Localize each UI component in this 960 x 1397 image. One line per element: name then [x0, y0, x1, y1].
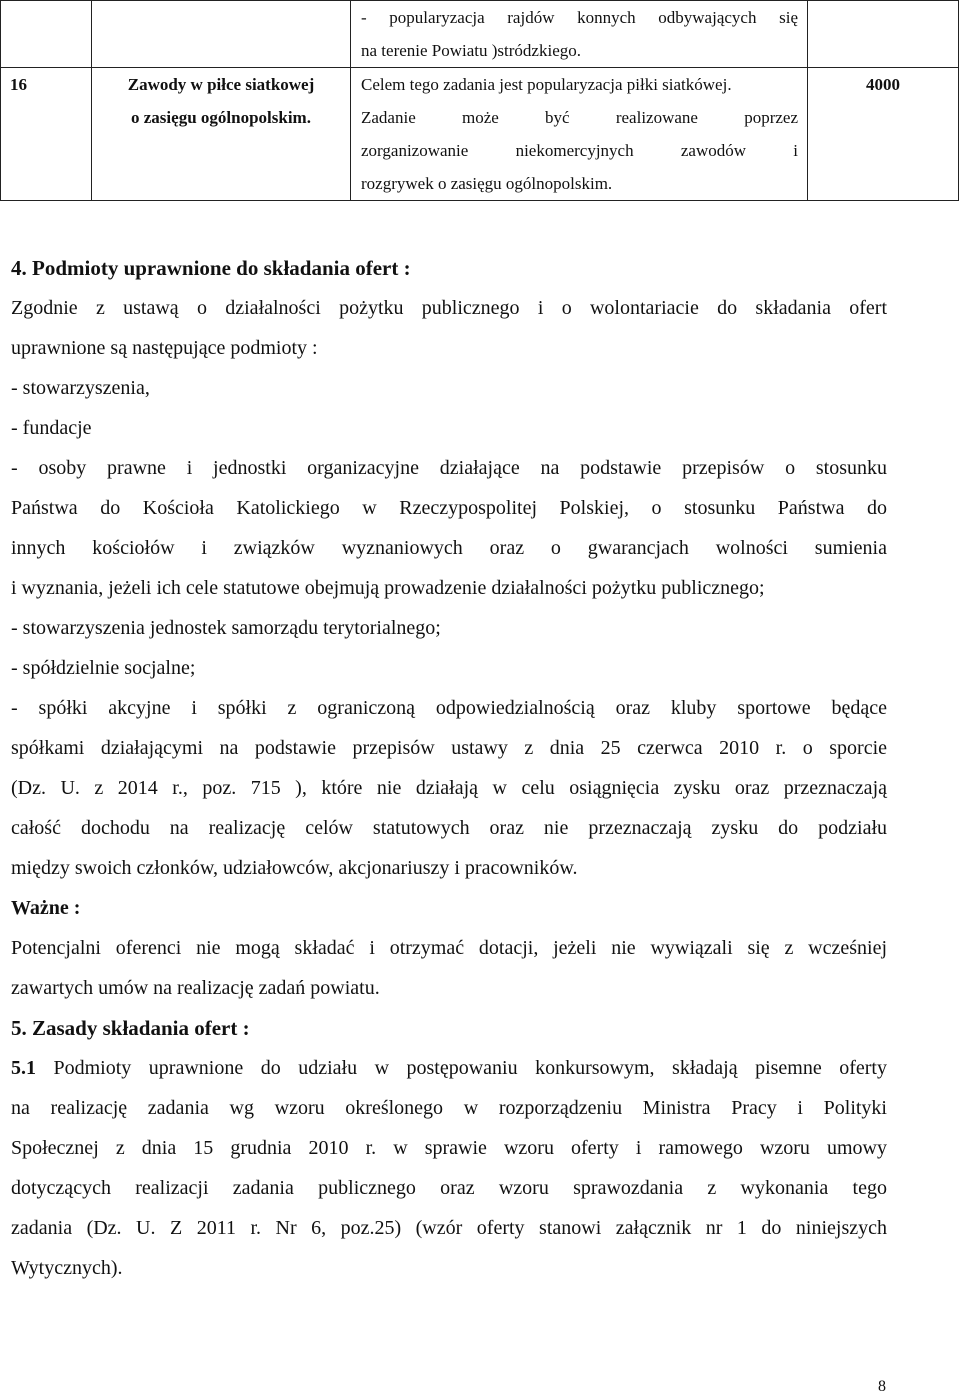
list-item: - stowarzyszenia jednostek samorządu terytorialnego; — [11, 617, 441, 639]
list-item: spółkami działającymi na podstawie przepisów ustawy z dnia 25 czerwca 2010 r. o sporcie — [11, 737, 887, 759]
list-item: - spółki akcyjne i spółki z ograniczoną odpowiedzialnością oraz kluby sportowe będące — [11, 697, 887, 719]
paragraph-line: uprawnione są następujące podmioty : — [11, 337, 318, 359]
list-item: innych kościołów i związków wyznaniowych oraz o gwarancjach wolności sumienia — [11, 537, 887, 559]
list-item: - spółdzielnie socjalne; — [11, 657, 196, 679]
list-item: i wyznania, jeżeli ich cele statutowe obejmują prowadzenie działalności pożytku publicznego; — [11, 577, 765, 599]
tasks-table — [0, 0, 959, 201]
task-name-line: o zasięgu ogólnopolskim. — [131, 108, 311, 127]
section-4-heading: 4. Podmioty uprawnione do składania ofert : — [11, 256, 411, 280]
table-cell-name — [92, 1, 351, 68]
task-name — [92, 68, 351, 201]
desc-line: Celem tego zadania jest popularyzacja piłki siatkówej. — [361, 75, 732, 94]
table-row — [1, 68, 959, 201]
paragraph-line: zawartych umów na realizację zadań powiatu. — [11, 977, 380, 999]
paragraph-number: 5.1 — [11, 1057, 36, 1079]
table-row — [1, 1, 959, 68]
table-cell-num — [1, 1, 92, 68]
table-cell-amount — [808, 1, 959, 68]
list-item: między swoich członków, udziałowców, akcjonariuszy i pracowników. — [11, 857, 578, 879]
list-item: - fundacje — [11, 417, 92, 439]
task-amount: 4000 — [808, 68, 959, 201]
paragraph-line: na realizację zadania wg wzoru określonego w rozporządzeniu Ministra Pracy i Polityki — [11, 1097, 887, 1119]
table-cell-desc — [351, 1, 808, 68]
row-number: 16 — [1, 68, 92, 201]
paragraph-line: Zgodnie z ustawą o działalności pożytku publicznego i o wolontariacie do składania ofert — [11, 297, 887, 319]
task-name-line: Zawody w piłce siatkowej — [127, 75, 315, 94]
list-item: Państwa do Kościoła Katolickiego w Rzeczypospolitej Polskiej, o stosunku Państwa do — [11, 497, 887, 519]
paragraph-line: zadania (Dz. U. Z 2011 r. Nr 6, poz.25) (wzór oferty stanowi załącznik nr 1 do niniejszych — [11, 1217, 887, 1239]
paragraph-text: Podmioty uprawnione do udziału w postępowaniu konkursowym, składają pisemne oferty — [36, 1057, 887, 1079]
list-item: - stowarzyszenia, — [11, 377, 150, 399]
desc-line: Zadanie może być realizowane poprzez — [361, 108, 798, 127]
paragraph-line — [11, 1048, 887, 1088]
important-label: Ważne : — [11, 897, 81, 919]
section-5-heading: 5. Zasady składania ofert : — [11, 1016, 250, 1040]
paragraph-line: dotyczących realizacji zadania publicznego oraz wzoru sprawozdania z wykonania tego — [11, 1177, 887, 1199]
list-item: całość dochodu na realizację celów statutowych oraz nie przeznaczają zysku do podziału — [11, 817, 887, 839]
page-number: 8 — [878, 1378, 886, 1395]
list-item: (Dz. U. z 2014 r., poz. 715 ), które nie działają w celu osiągnięcia zysku oraz przeznaczają — [11, 777, 887, 799]
paragraph-line: Potencjalni oferenci nie mogą składać i otrzymać dotacji, jeżeli nie wywiązali się z wcześniej — [11, 937, 887, 959]
paragraph-line: Wytycznych). — [11, 1257, 123, 1279]
desc-line: - popularyzacja rajdów konnych odbywających się — [361, 8, 798, 27]
task-description — [351, 68, 808, 201]
desc-line: na terenie Powiatu )stródzkiego. — [361, 41, 581, 60]
paragraph-line: Społecznej z dnia 15 grudnia 2010 r. w sprawie wzoru oferty i ramowego wzoru umowy — [11, 1137, 887, 1159]
desc-line: rozgrywek o zasięgu ogólnopolskim. — [361, 174, 613, 193]
document-body — [11, 248, 887, 1288]
list-item: - osoby prawne i jednostki organizacyjne działające na podstawie przepisów o stosunku — [11, 457, 887, 479]
desc-line: zorganizowanie niekomercyjnych zawodów i — [361, 141, 798, 160]
